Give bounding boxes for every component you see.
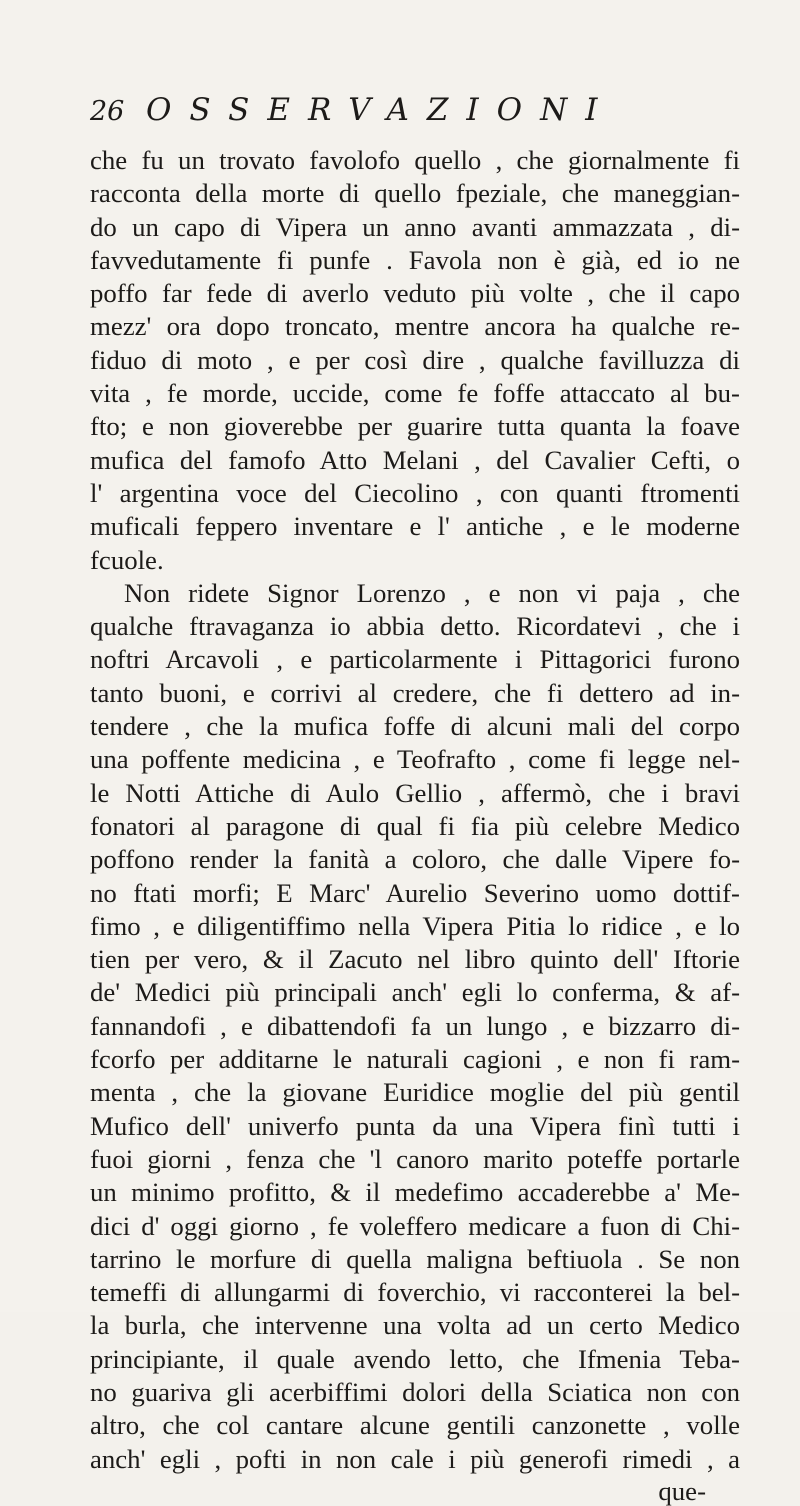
text-line: poffo far fede di averlo veduto più volte , che il capo [90,278,740,309]
text-line: che fu un trovato favolofo quello , che giornalmente fi [90,145,740,175]
text-line: do un capo di Vipera un anno avanti ammazzata , di- [90,211,740,242]
page-number: 26 [90,96,125,127]
text-line: le Notti Attiche di Aulo Gellio , affermò, che i bravi [90,777,740,808]
text-line: fuoi giorni , fenza che 'l canoro marito poteffe portarle [90,1143,740,1174]
text-line: la burla, che intervenne una volta ad un certo Medico [90,1310,740,1341]
text-line: menta , che la giovane Euridice moglie del più gentil [90,1077,740,1108]
text-line: tien per vero, & il Zacuto nel libro quinto dell' Iftorie [90,944,740,975]
text-line: mufica del famofo Atto Melani , del Cavalier Cefti, o [90,444,740,475]
text-line: favvedutamente fi punfe . Favola non è già, ed io ne [90,244,740,275]
text-line: fcorfo per additarne le naturali cagioni , e non fi ram- [90,1044,740,1075]
text-line: de' Medici più principali anch' egli lo conferma, & af- [90,977,740,1008]
text-line: vita , fe morde, uccide, come fe foffe attaccato al bu- [90,378,740,409]
text-line: fonatori al paragone di qual fi fia più celebre Medico [90,810,740,841]
text-line: no guariva gli acerbiffimi dolori della Sciatica non con [90,1376,740,1407]
text-line: poffono render la fanità a coloro, che dalle Vipere fo- [90,844,740,875]
text-line: tanto buoni, e corrivi al credere, che fi dettero ad in- [90,677,740,708]
body-text [90,144,740,1476]
catchword: que- [658,1475,706,1506]
text-line: mezz' ora dopo troncato, mentre ancora ha qualche re- [90,311,740,342]
text-line: racconta della morte di quello fpeziale, che maneggian- [90,178,740,209]
text-line: fiduo di moto , e per così dire , qualche favilluzza di [90,344,740,375]
text-line: anch' egli , pofti in non cale i più generofi rimedi , a [90,1443,740,1474]
text-line: tendere , che la mufica foffe di alcuni mali del corpo [90,711,740,742]
text-line: fto; e non gioverebbe per guarire tutta quanta la foave [90,411,740,442]
text-line: l' argentina voce del Ciecolino , con quanti ftromenti [90,477,740,508]
text-line: un minimo profitto, & il medefimo accaderebbe a' Me- [90,1177,740,1208]
text-line: altro, che col cantare alcune gentili canzonette , volle [90,1410,740,1441]
page-header [90,92,740,144]
text-line: tarrino le morfure di quella maligna beftiuola . Se non [90,1243,740,1274]
text-line: una poffente medicina , e Teofrafto , come fi legge nel- [90,744,740,775]
text-line: fannandofi , e dibattendofi fa un lungo , e bizzarro di- [90,1010,740,1041]
text-line: qualche ftravaganza io abbia detto. Ricordatevi , che i [90,611,740,642]
text-line: noftri Arcavoli , e particolarmente i Pittagorici furono [90,644,740,675]
paragraph-start-line: Non ridete Signor Lorenzo , e non vi paja , che [124,577,740,608]
text-line: principiante, il quale avendo letto, che Ifmenia Teba- [90,1343,740,1374]
text-line: fcuole. [90,544,164,575]
text-line: muficali feppero inventare e l' antiche , e le moderne [90,511,740,542]
text-line: no ftati morfi; E Marc' Aurelio Severino uomo dottif- [90,877,740,908]
text-line: fimo , e diligentiffimo nella Vipera Pitia lo ridice , e lo [90,910,740,941]
text-line: temeffi di allungarmi di foverchio, vi racconterei la bel- [90,1277,740,1308]
running-title: OSSERVAZIONI [146,92,616,128]
text-line: dici d' oggi giorno , fe voleffero medicare a fuon di Chi- [90,1210,740,1241]
text-line: Mufico dell' univerfo punta da una Vipera finì tutti i [90,1110,740,1141]
